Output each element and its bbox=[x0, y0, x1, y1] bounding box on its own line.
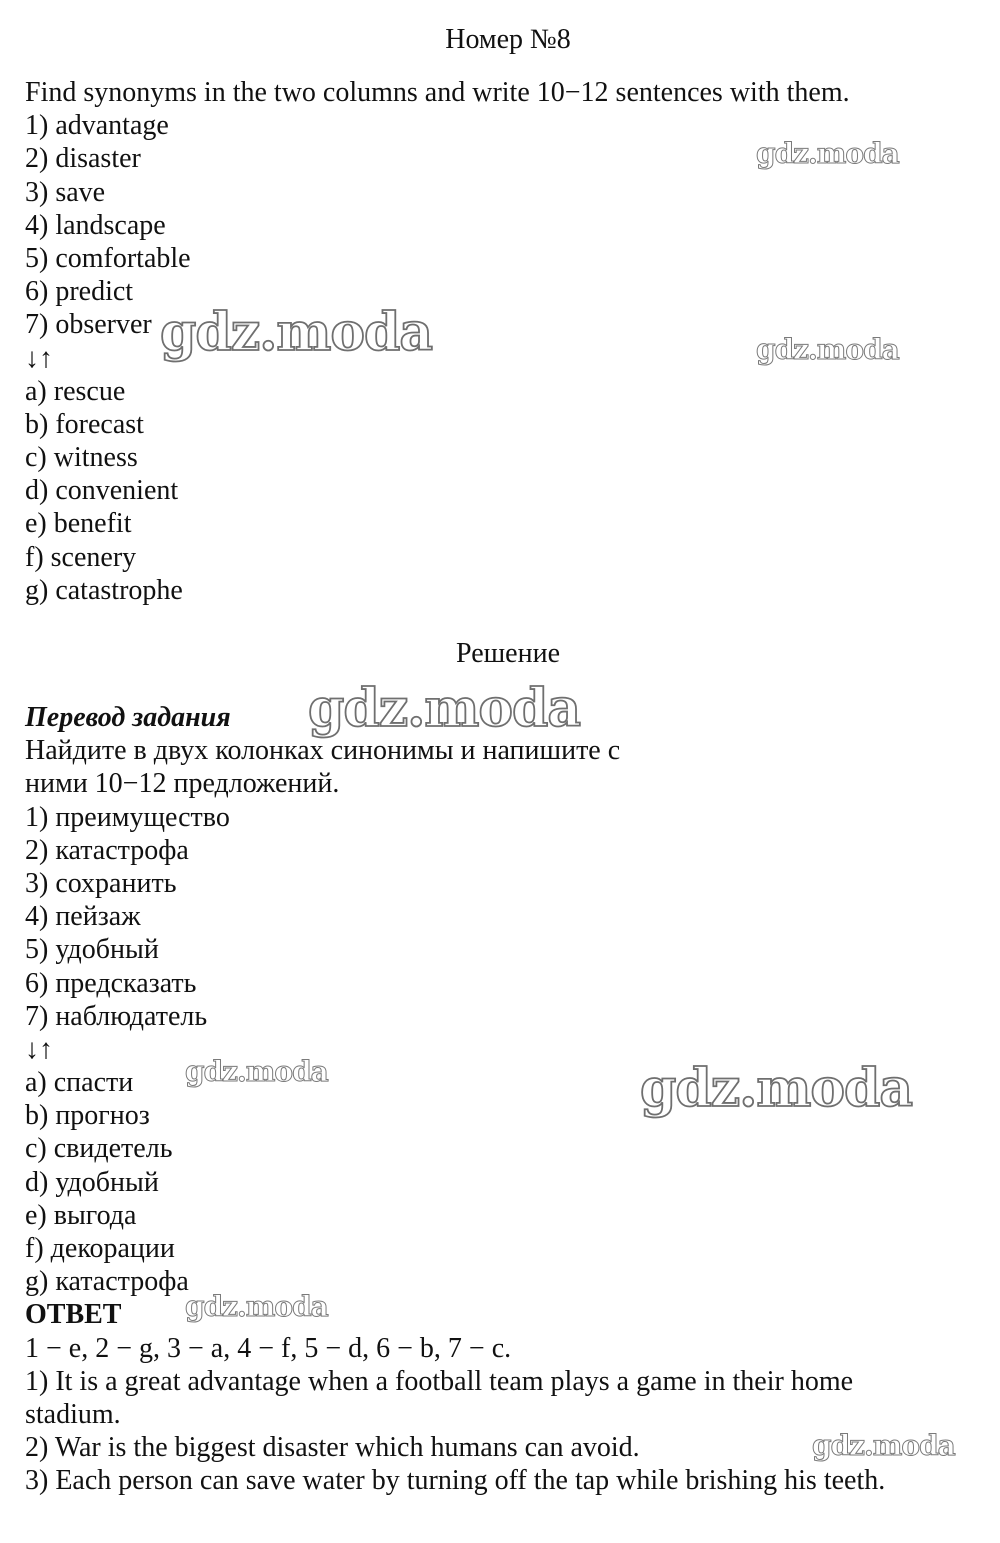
answer-pairs: 1 − e, 2 − g, 3 − a, 4 − f, 5 − d, 6 − b, 7 − c. bbox=[25, 1332, 512, 1364]
arrows-divider: ↓↑ bbox=[25, 342, 53, 374]
watermark-logo: gdz.moda bbox=[812, 1429, 955, 1462]
list-item: 1) преимущество bbox=[25, 801, 230, 833]
list-item: a) rescue bbox=[25, 375, 126, 407]
list-item: d) convenient bbox=[25, 475, 179, 507]
watermark-logo: gdz.moda bbox=[756, 333, 899, 366]
list-item: 7) observer bbox=[25, 309, 152, 341]
list-item: 1) advantage bbox=[25, 110, 169, 142]
list-item: g) catastrophe bbox=[25, 574, 183, 606]
list-item: 4) landscape bbox=[25, 209, 166, 241]
list-item: 4) пейзаж bbox=[25, 901, 141, 933]
list-item: d) удобный bbox=[25, 1166, 159, 1198]
watermark-logo: gdz.moda bbox=[185, 1055, 328, 1088]
list-item: c) свидетель bbox=[25, 1133, 173, 1165]
answer-sentence: 3) Each person can save water by turning off the tap while brishing his teeth. bbox=[25, 1465, 886, 1497]
list-item: g) катастрофа bbox=[25, 1266, 189, 1298]
solution-title: Решение bbox=[455, 638, 560, 669]
watermark-logo: gdz.moda bbox=[308, 678, 581, 739]
page-title: Номер №8 bbox=[445, 24, 571, 55]
answer-heading: ОТВЕТ bbox=[25, 1299, 122, 1331]
list-item: 6) предсказать bbox=[25, 967, 197, 999]
list-item: 7) наблюдатель bbox=[25, 1000, 208, 1032]
list-item: 6) predict bbox=[25, 276, 134, 308]
answer-sentence: 2) War is the biggest disaster which humans can avoid. bbox=[25, 1432, 640, 1464]
list-item: f) декорации bbox=[25, 1233, 175, 1264]
solution-block bbox=[25, 701, 985, 1498]
watermark-logo: gdz.moda bbox=[185, 1290, 328, 1323]
list-item: 5) удобный bbox=[25, 934, 159, 966]
list-item: 2) disaster bbox=[25, 143, 141, 175]
list-item: e) benefit bbox=[25, 508, 132, 540]
list-item: 3) сохранить bbox=[25, 867, 177, 899]
list-item: c) witness bbox=[25, 442, 138, 474]
task-instruction: Find synonyms in the two columns and write 10−12 sentences with them. bbox=[25, 77, 850, 108]
list-item: 2) катастрофа bbox=[25, 834, 189, 866]
list-item: b) прогноз bbox=[25, 1100, 150, 1132]
list-item: 5) comfortable bbox=[25, 242, 191, 274]
list-item: 3) save bbox=[25, 176, 106, 208]
list-item: b) forecast bbox=[25, 408, 144, 440]
watermark-logo: gdz.moda bbox=[640, 1058, 913, 1119]
translation-text: ними 10−12 предложений. bbox=[25, 768, 340, 800]
answer-sentence: stadium. bbox=[25, 1398, 121, 1430]
watermark-logo: gdz.moda bbox=[160, 302, 433, 363]
arrows-divider: ↓↑ bbox=[25, 1033, 53, 1065]
answer-sentence: 1) It is a great advantage when a football team plays a game in their home bbox=[25, 1365, 854, 1397]
list-item: e) выгода bbox=[25, 1199, 137, 1231]
translation-heading: Перевод задания bbox=[25, 702, 231, 733]
watermark-logo: gdz.moda bbox=[756, 137, 899, 170]
list-item: f) scenery bbox=[25, 541, 137, 573]
list-item: a) спасти bbox=[25, 1067, 134, 1099]
task-block bbox=[25, 76, 985, 607]
translation-text: Найдите в двух колонках синонимы и напишите с bbox=[25, 735, 621, 767]
